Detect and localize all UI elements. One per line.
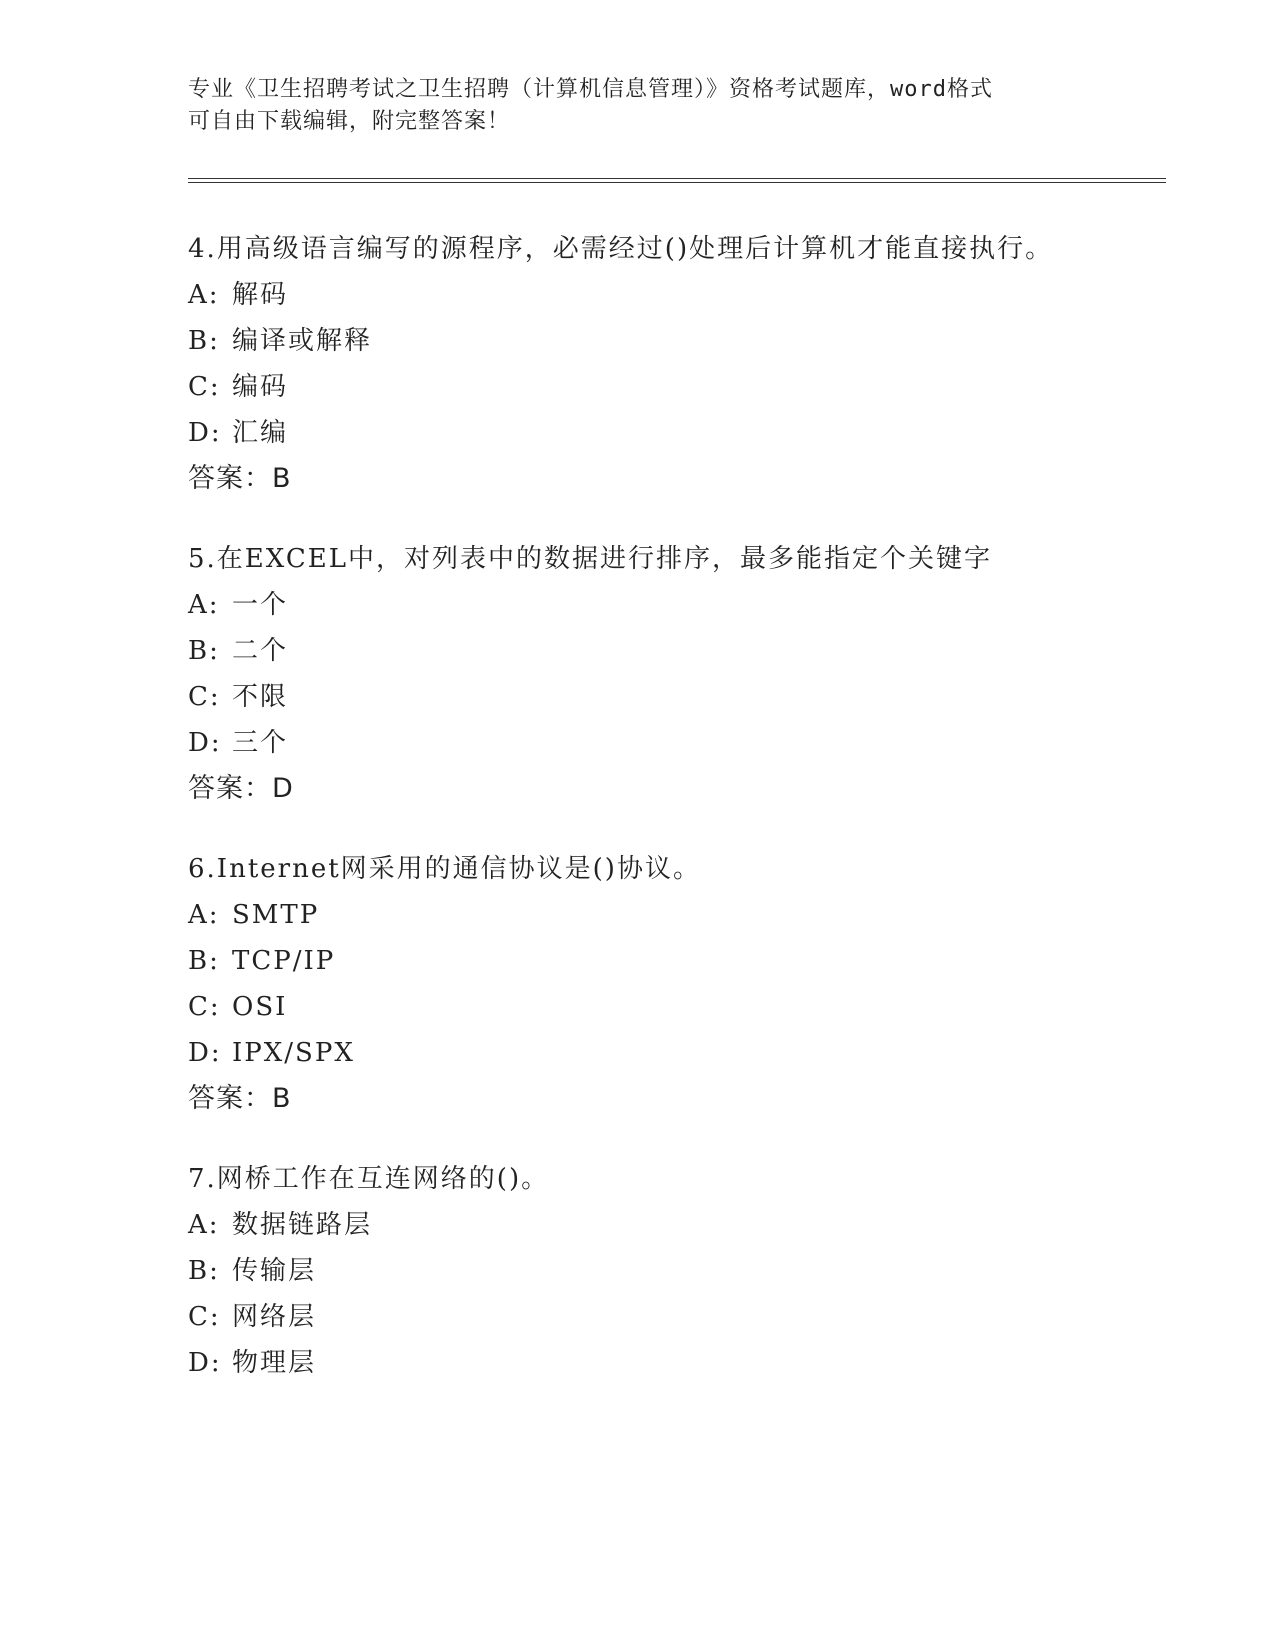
option-b: [188, 1248, 1148, 1294]
option-c: [188, 674, 1148, 720]
question-stem: 6.Internet网采用的通信协议是()协议。: [188, 854, 701, 884]
option-a: [188, 892, 1148, 938]
option-key: A:: [188, 1210, 220, 1240]
option-text: 三个: [232, 728, 289, 758]
question-stem: 5.在EXCEL中，对列表中的数据进行排序，最多能指定个关键字: [188, 544, 992, 574]
header-line-1: 专业《卫生招聘考试之卫生招聘（计算机信息管理）》资格考试题库，word格式: [188, 77, 993, 102]
option-text: OSI: [232, 992, 288, 1022]
option-text: 编译或解释: [232, 326, 373, 356]
document-header: [188, 74, 1088, 138]
option-a: [188, 272, 1148, 318]
option-text: TCP/IP: [232, 946, 336, 976]
option-b: [188, 628, 1148, 674]
question-6: [188, 846, 1148, 1122]
answer-line: 答案：B: [188, 1083, 292, 1114]
option-text: 一个: [232, 590, 289, 620]
option-a: [188, 582, 1148, 628]
option-d: [188, 1340, 1148, 1386]
question-list: [188, 226, 1148, 1420]
option-key: C:: [188, 682, 221, 712]
question-stem: 4.用高级语言编写的源程序，必需经过()处理后计算机才能直接执行。: [188, 234, 1054, 264]
question-5: [188, 536, 1148, 812]
option-d: [188, 410, 1148, 456]
option-text: SMTP: [232, 900, 320, 930]
option-text: 不限: [232, 682, 289, 712]
option-text: 传输层: [232, 1256, 317, 1286]
option-c: [188, 364, 1148, 410]
option-text: IPX/SPX: [232, 1038, 355, 1068]
option-c: [188, 984, 1148, 1030]
option-text: 数据链路层: [232, 1210, 373, 1240]
option-key: A:: [188, 280, 220, 310]
header-double-rule: [188, 178, 1166, 183]
option-text: 二个: [232, 636, 289, 666]
option-key: B:: [188, 636, 220, 666]
option-text: 网络层: [232, 1302, 317, 1332]
option-b: [188, 938, 1148, 984]
option-b: [188, 318, 1148, 364]
option-key: A:: [188, 590, 220, 620]
header-line-2: 可自由下载编辑，附完整答案！: [188, 109, 511, 134]
option-key: D:: [188, 1348, 222, 1378]
question-stem: 7.网桥工作在互连网络的()。: [188, 1164, 550, 1194]
option-key: C:: [188, 992, 221, 1022]
option-text: 解码: [232, 280, 289, 310]
option-key: B:: [188, 1256, 220, 1286]
option-text: 编码: [232, 372, 289, 402]
option-key: B:: [188, 326, 220, 356]
option-a: [188, 1202, 1148, 1248]
option-key: D:: [188, 1038, 222, 1068]
option-key: A:: [188, 900, 220, 930]
answer-line: 答案：D: [188, 773, 294, 804]
option-text: 物理层: [232, 1348, 317, 1378]
option-key: D:: [188, 418, 222, 448]
option-c: [188, 1294, 1148, 1340]
question-4: [188, 226, 1148, 502]
option-d: [188, 1030, 1148, 1076]
option-key: D:: [188, 728, 222, 758]
question-7: [188, 1156, 1148, 1386]
option-text: 汇编: [232, 418, 289, 448]
answer-line: 答案：B: [188, 463, 292, 494]
option-key: C:: [188, 372, 221, 402]
option-key: C:: [188, 1302, 221, 1332]
option-d: [188, 720, 1148, 766]
option-key: B:: [188, 946, 220, 976]
